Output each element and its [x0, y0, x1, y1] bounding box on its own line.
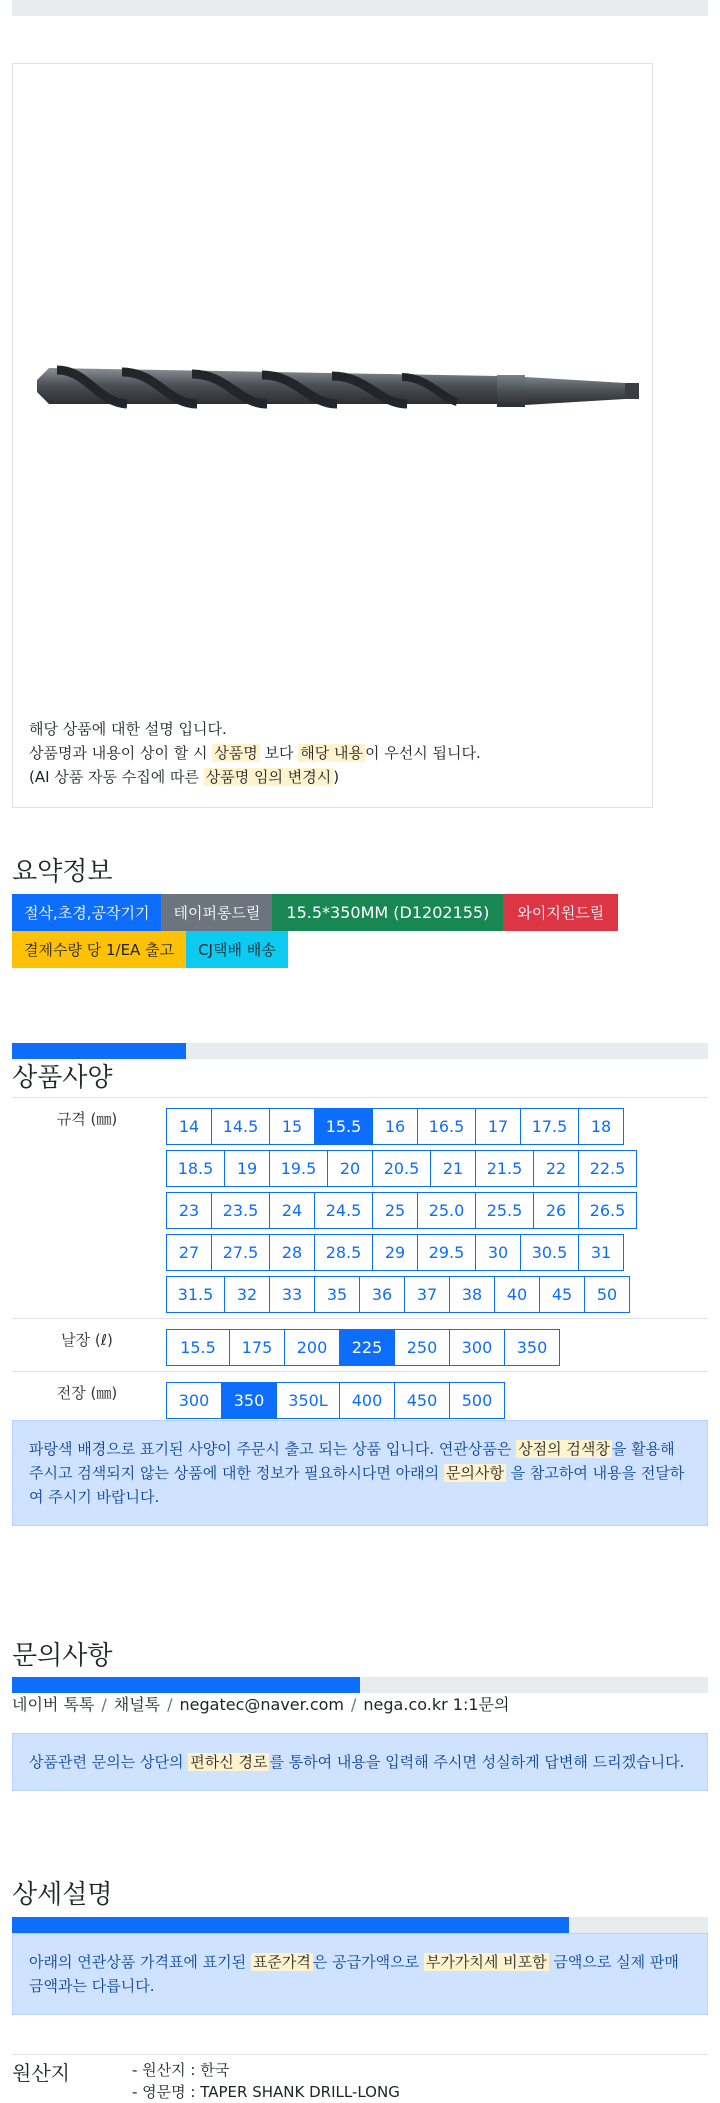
spec-option[interactable]: 17.5: [520, 1108, 579, 1145]
spec-option[interactable]: 300: [449, 1329, 505, 1366]
inquiry-title: 문의사항: [12, 1641, 113, 1671]
contact-links: 네이버 톡톡 / 채널톡 / negatec@naver.com / nega.co.kr 1:1문의: [12, 1695, 510, 1714]
spec-option[interactable]: 37: [404, 1276, 450, 1313]
spec-option[interactable]: 29.5: [417, 1234, 476, 1271]
spec-progress-bar: [12, 1043, 708, 1059]
spec-option[interactable]: 38: [449, 1276, 495, 1313]
spec-option[interactable]: 31: [578, 1234, 624, 1271]
origin-country: - 원산지 : 한국: [132, 2061, 230, 2079]
model-badge: 15.5*350MM (D1202155): [272, 894, 503, 931]
spec-row: [12, 1319, 708, 1372]
spec-row-label: 날장 (ℓ): [61, 1331, 113, 1349]
spec-option[interactable]: 23.5: [211, 1192, 270, 1229]
summary-title: 요약정보: [12, 857, 113, 887]
spec-option[interactable]: 31.5: [166, 1276, 225, 1313]
spec-option[interactable]: 40: [494, 1276, 540, 1313]
taper-drill-image: [27, 320, 647, 440]
spec-option[interactable]: 225: [339, 1329, 395, 1366]
spec-option[interactable]: 24: [269, 1192, 315, 1229]
spec-option[interactable]: 15: [269, 1108, 315, 1145]
spec-row-label: 규격 (㎜): [56, 1110, 118, 1128]
inquiry-notice: 상품관련 문의는 상단의 편하신 경로 를 통하여 내용을 입력해 주시면 성실하게 답변해 드리겠습니다.: [12, 1733, 708, 1791]
spec-option[interactable]: 350: [221, 1382, 277, 1419]
spec-option[interactable]: 18.5: [166, 1150, 225, 1187]
description-line: 상품명과 내용이 상이 할 시 상품명 보다 해당 내용 이 우선시 됩니다.: [29, 744, 481, 762]
naver-talk-link[interactable]: 네이버 톡톡: [12, 1695, 95, 1714]
spec-table: [12, 1097, 708, 1425]
spec-option[interactable]: 400: [339, 1382, 395, 1419]
spec-option[interactable]: 15.5: [166, 1329, 230, 1366]
spec-option[interactable]: 25.0: [417, 1192, 476, 1229]
spec-option[interactable]: 14.5: [211, 1108, 270, 1145]
spec-notice: 파랑색 배경으로 표기된 사양이 주문시 출고 되는 상품 입니다. 연관상품은 상점의 검색창 을 활용해 주시고 검색되지 않는 상품에 대한 정보가 필요하시다면 아래의 문의사항 을 참고하여 내용을 전달하여 주시기 바랍니다.: [12, 1420, 708, 1526]
quantity-badge: 결제수량 당 1/EA 출고: [12, 931, 186, 968]
spec-option[interactable]: 17: [475, 1108, 521, 1145]
spec-option[interactable]: 20.5: [372, 1150, 431, 1187]
spec-option[interactable]: 200: [284, 1329, 340, 1366]
spec-option[interactable]: 20: [327, 1150, 373, 1187]
shipping-badge: CJ택배 배송: [186, 931, 288, 968]
detail-title: 상세설명: [12, 1880, 113, 1910]
spec-option[interactable]: 28: [269, 1234, 315, 1271]
website-inquiry-link[interactable]: nega.co.kr 1:1문의: [363, 1695, 510, 1714]
origin-section: [12, 2054, 708, 2101]
spec-option[interactable]: 16: [372, 1108, 418, 1145]
description-line: (AI 상품 자동 수집에 따른 상품명 임의 변경시 ): [29, 768, 340, 786]
spec-option[interactable]: 27: [166, 1234, 212, 1271]
origin-label: 원산지: [12, 2061, 70, 2085]
spec-option[interactable]: 21.5: [475, 1150, 534, 1187]
spec-option[interactable]: 14: [166, 1108, 212, 1145]
spec-option[interactable]: 22.5: [578, 1150, 637, 1187]
spec-option[interactable]: 350: [504, 1329, 560, 1366]
spec-option[interactable]: 26.5: [578, 1192, 637, 1229]
spec-option[interactable]: 30.5: [520, 1234, 579, 1271]
spec-option[interactable]: 23: [166, 1192, 212, 1229]
price-notice: 아래의 연관상품 가격표에 표기된 표준가격 은 공급가액으로 부가가치세 비포함 금액으로 실제 판매금액과는 다릅니다.: [12, 1933, 708, 2015]
spec-option[interactable]: 18: [578, 1108, 624, 1145]
spec-option[interactable]: 500: [449, 1382, 505, 1419]
spec-option[interactable]: 24.5: [314, 1192, 373, 1229]
category-badge: 절삭,초경,공작기기: [12, 894, 161, 931]
spec-row: [12, 1372, 708, 1425]
channel-talk-link[interactable]: 채널톡: [113, 1695, 161, 1714]
spec-title: 상품사양: [12, 1063, 113, 1093]
spec-option[interactable]: 26: [533, 1192, 579, 1229]
spec-option[interactable]: 15.5: [314, 1108, 373, 1145]
spec-row: [12, 1098, 708, 1319]
description-line: 해당 상품에 대한 설명 입니다.: [29, 720, 227, 738]
spec-option[interactable]: 25: [372, 1192, 418, 1229]
spec-option[interactable]: 16.5: [417, 1108, 476, 1145]
brand-badge: 와이지원드릴: [503, 894, 618, 931]
spec-option[interactable]: 350L: [276, 1382, 340, 1419]
detail-progress-bar: [12, 1917, 708, 1933]
spec-option[interactable]: 300: [166, 1382, 222, 1419]
summary-badges: [12, 894, 652, 968]
spec-option[interactable]: 32: [224, 1276, 270, 1313]
spec-option[interactable]: 50: [584, 1276, 630, 1313]
spec-option[interactable]: 45: [539, 1276, 585, 1313]
origin-english-name: - 영문명 : TAPER SHANK DRILL-LONG: [132, 2083, 400, 2101]
spec-option[interactable]: 33: [269, 1276, 315, 1313]
spec-option[interactable]: 36: [359, 1276, 405, 1313]
spec-option[interactable]: 22: [533, 1150, 579, 1187]
spec-row-label: 전장 (㎜): [56, 1384, 118, 1402]
email-link[interactable]: negatec@naver.com: [179, 1695, 345, 1714]
origin-values: [132, 2059, 400, 2103]
top-divider-bar: [12, 0, 708, 16]
spec-option[interactable]: 27.5: [211, 1234, 270, 1271]
type-badge: 테이퍼롱드릴: [161, 894, 272, 931]
spec-option[interactable]: 175: [229, 1329, 285, 1366]
spec-option[interactable]: 28.5: [314, 1234, 373, 1271]
spec-option[interactable]: 19: [224, 1150, 270, 1187]
spec-option[interactable]: 21: [430, 1150, 476, 1187]
spec-option[interactable]: 29: [372, 1234, 418, 1271]
inquiry-progress-bar: [12, 1677, 708, 1693]
spec-option[interactable]: 35: [314, 1276, 360, 1313]
spec-option[interactable]: 25.5: [475, 1192, 534, 1229]
spec-option[interactable]: 250: [394, 1329, 450, 1366]
product-description: [29, 717, 481, 789]
spec-option[interactable]: 19.5: [269, 1150, 328, 1187]
product-image-box: [12, 63, 653, 808]
spec-option[interactable]: 450: [394, 1382, 450, 1419]
spec-option[interactable]: 30: [475, 1234, 521, 1271]
